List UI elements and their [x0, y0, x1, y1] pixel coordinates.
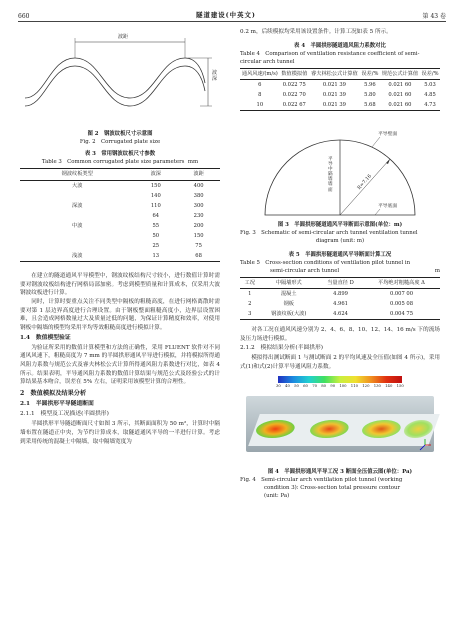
paragraph: 在建立的隧道通风平导模型中，钢波纹板结构尺寸较小，进行数值计算时需要对钢波纹板结构进行网格局部加密。考虑到模型质量和计算成本，仅采用大波钢波纹板进行计算。 — [20, 273, 220, 297]
depth-label: 波深 — [212, 70, 218, 82]
table-row: 64 230 — [152, 212, 204, 219]
journal-title: 隧道建设(中英文) — [196, 11, 256, 20]
table-row: 50 150 — [152, 232, 204, 239]
wall-label: 平导壁面 — [378, 132, 398, 138]
page-number: 660 — [18, 12, 30, 20]
table-5: 工况 中隔墙形式 当量直径 D 平均绝对粗糙高度 Δ 1 混凝土 4.899 0.007 00 2 钢板 4.961 0.005 08 3 钢波纹板(大波) 4.624 0.004 75 — [240, 277, 440, 320]
section-heading: 2.1.2 模拟结果分析(半圆拱形) — [240, 345, 324, 352]
figure-2 — [20, 28, 220, 128]
figure-4-caption: 图 4 半圆拱形通风平导工况 3 断面全压值云图(单位：Pa) Fig. 4 Semi-circular arch ventilation pilot tunnel (working condition 3): Cross-section total pressure contour (unit: Pa) — [240, 468, 413, 500]
partition-label: 平导中隔墙墙面 — [328, 157, 333, 193]
table-row: 25 75 — [152, 242, 202, 249]
table-3: 钢波纹板类型 波深 波距 大波 150 400 140 380 深波 110 300 64 230 中波 55 200 50 150 25 75 浅波 13 68 — [20, 168, 220, 262]
left-body — [20, 272, 220, 446]
table-row: 6 0.022 75 0.021 39 5.96 0.021 60 5.03 — [258, 82, 436, 89]
semi-circular-tunnel-diagram — [240, 117, 440, 221]
figure-3 — [240, 117, 440, 221]
table-5-title: 表 5 半圆拱形隧道通风平导断面计算工况 Table 5 Cross-section conditions of ventilation pilot tunnel in semi-circular arch tunnel m — [240, 251, 440, 274]
table-row: 中波 55 200 — [72, 222, 204, 229]
paragraph: 对各工况在通风风速分别为 2、4、6、8、10、12、14、16 m/s 下的流场及压力场进行模拟。 — [240, 327, 440, 342]
floor-label: 平导底面 — [378, 204, 398, 210]
colorbar-ticks: 30 40 50 60 70 80 90 100 110 120 130 140 150 — [276, 382, 404, 388]
table-row: 浅波 13 68 — [20, 251, 220, 262]
figure-4 — [240, 376, 440, 468]
table-row: 1 混凝土 4.899 0.007 00 — [248, 290, 414, 297]
section-heading: 1.4 数值模型验证 — [20, 334, 71, 341]
page-header — [18, 10, 446, 22]
corrugated-plate-diagram — [20, 28, 220, 128]
table-4-title: 表 4 半圆拱形隧道通风阻力系数对比 Table 4 Comparison of ventilation resistance coefficient of semi-circular arch tunnel — [240, 42, 420, 65]
table-row: 2 钢板 4.961 0.005 08 — [248, 301, 414, 308]
figure-2-caption: 图 2 钢波纹板尺寸示意图 Fig. 2 Corrugated plate size — [79, 131, 161, 146]
table-row: 3 钢波纹板(大波) 4.624 0.004 75 — [240, 309, 440, 320]
pressure-contour-band — [246, 396, 434, 452]
table-3-title: 表 3 常用钢波纹板尺寸参数 Table 3 Common corrugated plate size parameters mm — [41, 151, 199, 166]
section-heading: 2.1 半圆拱形平导隧道断面 — [20, 401, 94, 408]
left-column — [20, 28, 220, 446]
table-row: 8 0.022 70 0.021 39 5.80 0.021 60 4.85 — [258, 92, 436, 99]
radius-label: R=7.16 — [357, 174, 373, 192]
figure-3-caption: 图 3 半圆拱形隧道通风平导断面示意图(单位：m) Fig. 3 Schematic of semi-circular arch tunnel ventilation tunnel diagram (unit: m) — [240, 222, 418, 245]
right-column — [240, 28, 440, 500]
table-row: 大波 150 400 — [72, 182, 204, 189]
paragraph: 0.2 m，后续模拟均采用该设置条件。计算工况如表 5 所示。 — [240, 29, 392, 35]
paragraph: 为验证所采用的数值计算模型和方法的正确性，采用 FLUENT 软件对不同通风风速下，粗糙高度为 7 mm 的半圆拱形通风平导进行模拟，并将模拟所得通风阻力系数与规范公式及睿夫林松公式计算所得通风阻力系数进行对比，如表 4 所示。结果表明，平导通风阻力系数的数值计算结果与规范公式及经验公式的计算结果基本吻合，误差在 5% 左右，证明采用该模型计算的合理性。 — [20, 344, 220, 386]
axis-triad-icon — [418, 438, 432, 452]
right-body — [240, 326, 440, 372]
paragraph: 模拟得出测试断面 1 与测试断面 2 的平均风速及全压值(如图 4 所示)，采用式(1)和式(2)计算平导通风阻力系数。 — [240, 355, 440, 371]
section-heading: 2 数值模拟及结果分析 — [20, 389, 87, 397]
table-row: 深波 110 300 — [72, 202, 204, 209]
paragraph: 半圆拱形平导隧道断面尺寸如图 3 所示，其断面面积为 50 m²，计算时中隔墙布置在隧道正中央，为节约计算成本，取隧道通风平导的一半进行计算。考虑到采用传统的混凝土中隔墙，取中隔墙宽度为 — [20, 421, 220, 445]
volume-label: 第 43 卷 — [422, 12, 446, 20]
section-heading: 2.1.1 模型及工况描述(半圆拱形) — [20, 411, 109, 418]
table-row: 140 380 — [150, 192, 204, 199]
table-4: 通风风速/(m/s) 数值模拟值 睿夫林松公式计算值 误差/% 规范公式计算值 误差/% 6 0.022 75 0.021 39 5.96 0.021 60 5.03 8 0.022 70 0.021 39 5.80 0.021 60 4.85 10 0.022 67 0.021 39 5.68 0.021 60 4.73 — [240, 68, 440, 111]
table-row: 10 0.022 67 0.021 39 5.68 0.021 60 4.73 — [240, 100, 440, 111]
paragraph: 同时，计算时要重点关注不同类型中隔板的粗糙高度，在进行网格离散时需要对第 1 层边界高度进行合理设置。由于钢板整面粗糙高度小，边界层设置困难，且会造成网格数量过大及质量过低的问题，为保证计算精度和效率，对使用钢板中隔墙的模型均采用平均等效粗糙高度进行模拟计算。 — [20, 298, 220, 331]
pitch-label: 波距 — [118, 34, 129, 40]
colorbar — [278, 376, 402, 383]
